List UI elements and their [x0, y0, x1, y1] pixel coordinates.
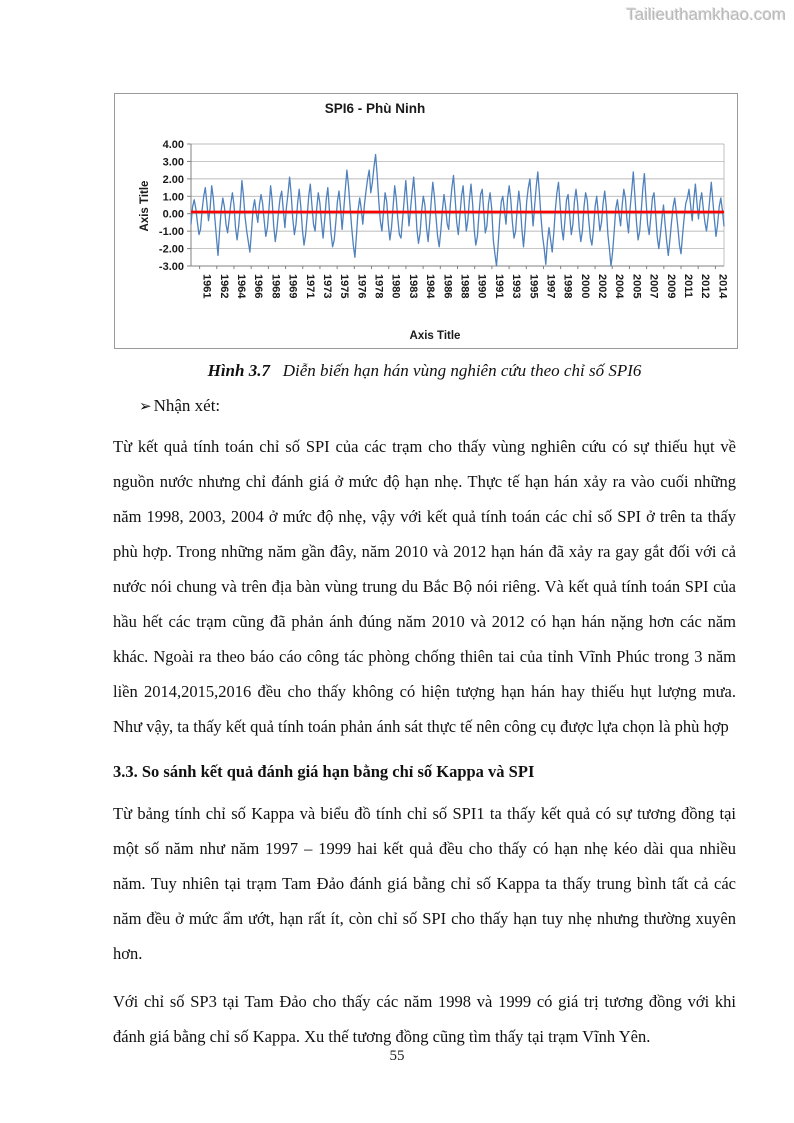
arrow-bullet-icon: ➢: [139, 399, 152, 415]
figure-caption-text: Diễn biến hạn hán vùng nghiên cứu theo chỉ số SPI6: [282, 361, 642, 380]
svg-text:1975: 1975: [338, 274, 351, 299]
svg-text:2009: 2009: [664, 274, 677, 299]
figure-caption-label: Hình 3.7: [207, 361, 270, 380]
svg-text:2002: 2002: [596, 274, 609, 299]
watermark-text: Tailieuthamkhao.com: [626, 5, 786, 24]
section-heading: 3.3. So sánh kết quả đánh giá hạn bằng chỉ số Kappa và SPI: [113, 762, 535, 781]
figure-caption: [113, 356, 736, 386]
svg-text:1966: 1966: [252, 274, 265, 299]
svg-text:1984: 1984: [424, 274, 437, 299]
svg-text:1973: 1973: [320, 274, 333, 299]
svg-text:2004: 2004: [613, 274, 626, 299]
paragraph-intro: Từ kết quả tính toán chỉ số SPI của các trạm cho thấy vùng nghiên cứu có sự thiếu hụt về nguồn nước nhưng chỉ đánh giá ở mức độ hạn nhẹ. Thực tế hạn hán xảy ra vào cuối những năm 1998, 2003, 2004 ở mức độ nhẹ, vậy với kết quả tính toán các chỉ số SPI ở trên ta thấy phù hợp. Trong những năm gần đây, năm 2010 và 2012 hạn hán đã xảy ra gay gắt đối với cả nước nói chung và trên địa bàn vùng trung du Bắc Bộ nói riêng. Và kết quả tính toán SPI của hầu hết các trạm cũng đã phản ánh đúng năm 2010 và 2012 có hạn hán nặng hơn các năm khác. Ngoài ra theo báo cáo công tác phòng chống thiên tai của tỉnh Vĩnh Phúc trong 3 năm liền 2014,2015,2016 đều cho thấy không có hiện tượng hạn hán hay thiếu hụt lượng mưa. Như vậy, ta thấy kết quả tính toán phản ánh sát thực tế nên công cụ được lựa chọn là phù hợp: [113, 437, 736, 736]
chart-title: SPI6 - Phù Ninh: [324, 101, 426, 116]
svg-text:1971: 1971: [303, 274, 316, 299]
svg-text:1.00: 1.00: [162, 191, 184, 204]
svg-text:2012: 2012: [699, 274, 712, 299]
svg-text:1961: 1961: [200, 274, 213, 299]
svg-text:1980: 1980: [389, 274, 402, 299]
x-axis-title: Axis Title: [409, 330, 461, 342]
svg-text:1993: 1993: [510, 274, 523, 299]
page-number: 55: [389, 1048, 405, 1064]
remark-line: [113, 390, 736, 423]
svg-text:-3.00: -3.00: [158, 261, 184, 273]
text-content: [113, 356, 736, 1067]
svg-text:2000: 2000: [578, 274, 591, 299]
svg-text:1962: 1962: [217, 274, 230, 299]
paragraph-sp3: Với chỉ số SP3 tại Tam Đảo cho thấy các năm 1998 và 1999 có giá trị tương đồng với khi đánh giá bằng chỉ số Kappa. Xu thế tương đồng cũng tìm thấy tại trạm Vĩnh Yên.: [113, 992, 736, 1046]
svg-text:1978: 1978: [372, 274, 385, 299]
svg-text:1983: 1983: [406, 274, 419, 299]
svg-text:2014: 2014: [716, 274, 729, 299]
remark-label: Nhận xét:: [153, 396, 221, 415]
spi6-chart: [115, 94, 737, 348]
svg-text:1990: 1990: [475, 274, 488, 299]
svg-text:1995: 1995: [527, 274, 540, 299]
svg-text:-1.00: -1.00: [158, 226, 184, 239]
svg-text:-2.00: -2.00: [158, 243, 184, 256]
svg-text:1986: 1986: [441, 274, 454, 299]
svg-text:1991: 1991: [492, 274, 505, 299]
svg-text:2011: 2011: [682, 274, 695, 298]
paragraph-compare: Từ bảng tính chỉ số Kappa và biểu đồ tính chỉ số SPI1 ta thấy kết quả có sự tương đồng tại một số năm như năm 1997 – 1999 hai kết quả đều cho thấy có hạn nhẹ kéo dài qua nhiều năm. Tuy nhiên tại trạm Tam Đảo đánh giá bằng chỉ số Kappa ta thấy trung bình tất cả các năm đều ở mức ẩm ướt, hạn rất ít, còn chỉ số SPI cho thấy hạn tuy nhẹ nhưng thường xuyên hơn.: [113, 804, 736, 963]
svg-text:1997: 1997: [544, 274, 557, 299]
svg-text:4.00: 4.00: [162, 139, 184, 151]
svg-text:1964: 1964: [234, 274, 247, 299]
svg-text:2.00: 2.00: [162, 173, 184, 186]
y-axis-title: Axis Title: [139, 180, 151, 232]
svg-text:1969: 1969: [286, 274, 299, 299]
svg-text:0.00: 0.00: [162, 208, 184, 221]
svg-text:2007: 2007: [647, 274, 660, 299]
svg-text:2005: 2005: [630, 274, 643, 299]
spi6-figure: [114, 93, 738, 349]
svg-text:3.00: 3.00: [162, 156, 184, 169]
svg-text:1988: 1988: [458, 274, 471, 299]
svg-text:1976: 1976: [355, 274, 368, 299]
svg-text:1968: 1968: [269, 274, 282, 299]
svg-text:1998: 1998: [561, 274, 574, 299]
